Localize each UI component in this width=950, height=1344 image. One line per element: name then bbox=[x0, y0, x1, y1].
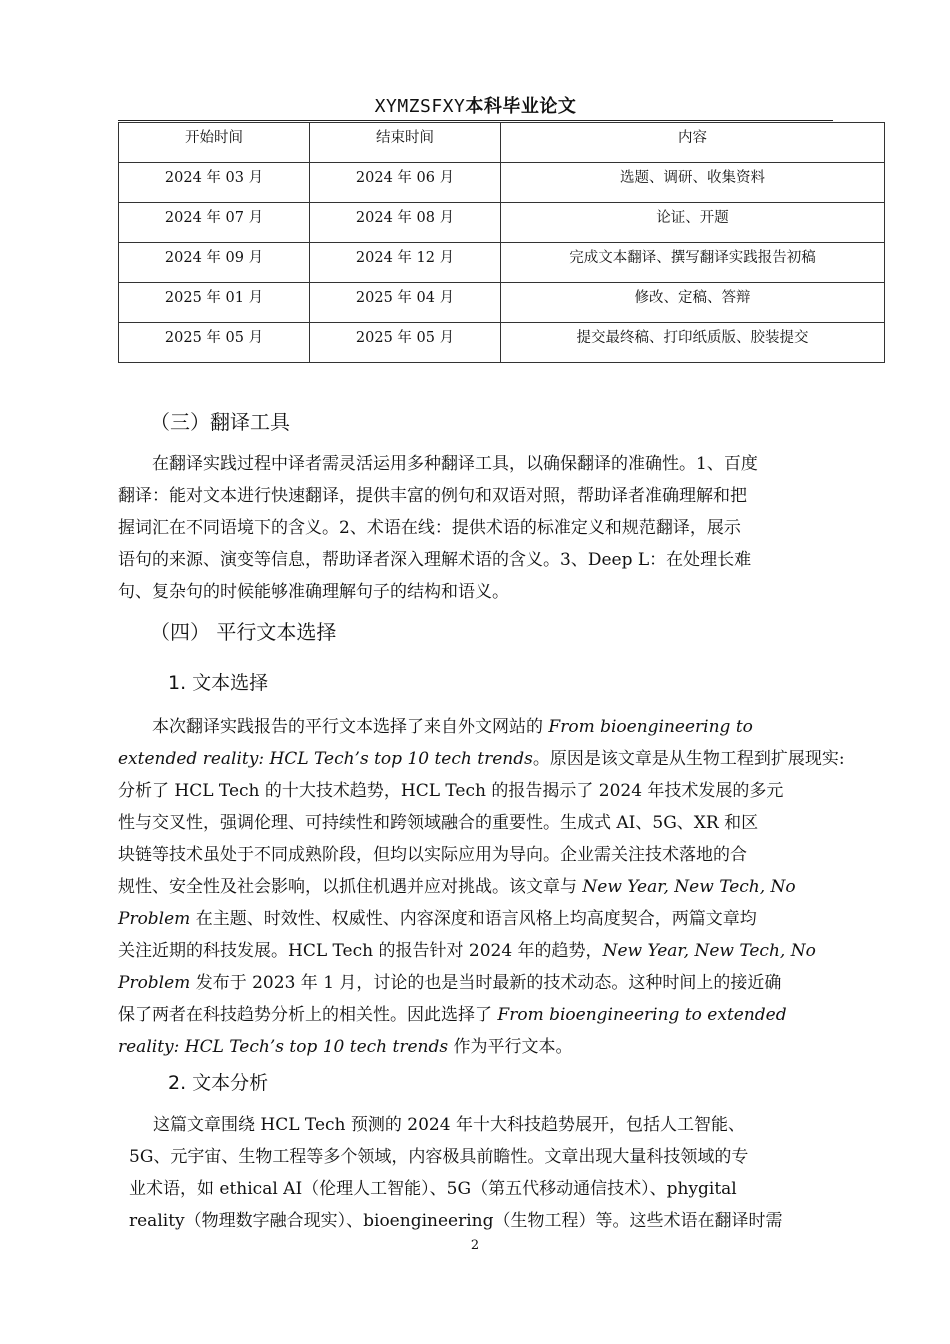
text-run: 发布于 2023 年 1 月，讨论的也是当时最新的技术动态。这种时间上的接近确 bbox=[190, 973, 782, 993]
article-title-italic: Problem bbox=[118, 909, 191, 929]
cell-start: 2025 年 01 月 bbox=[119, 283, 310, 323]
paragraph-line bbox=[118, 743, 845, 775]
cell-start: 2024 年 09 月 bbox=[119, 243, 310, 283]
text-run: 在主题、时效性、权威性、内容深度和语言风格上均高度契合，两篇文章均 bbox=[190, 909, 757, 929]
paragraph-line: 握词汇在不同语境下的含义。2、术语在线：提供术语的标准定义和规范翻译，展示 bbox=[118, 518, 741, 538]
cell-end: 2024 年 06 月 bbox=[310, 163, 501, 203]
article-title-italic: New Year, New Tech, No bbox=[602, 941, 816, 961]
subsection-title-text-analysis: 2. 文本分析 bbox=[168, 1072, 269, 1094]
paragraph-text-analysis bbox=[129, 1109, 839, 1237]
paragraph-line bbox=[118, 871, 838, 903]
paragraph-line: 业术语，如 ethical AI（伦理人工智能）、5G（第五代移动通信技术）、phygital bbox=[129, 1179, 737, 1199]
text-run: 保了两者在科技趋势分析上的相关性。因此选择了 bbox=[118, 1005, 498, 1025]
paragraph-line bbox=[118, 935, 838, 967]
section-title-translation-tools: （三）翻译工具 bbox=[150, 410, 290, 434]
column-header-end: 结束时间 bbox=[310, 123, 501, 163]
schedule-table bbox=[118, 122, 885, 363]
cell-end: 2025 年 05 月 bbox=[310, 323, 501, 363]
cell-end: 2024 年 08 月 bbox=[310, 203, 501, 243]
text-run: 关注近期的科技发展。HCL Tech 的报告针对 2024 年的趋势， bbox=[118, 941, 603, 961]
article-title-italic: Problem bbox=[118, 973, 191, 993]
paragraph-line: 翻译：能对文本进行快速翻译，提供丰富的例句和双语对照，帮助译者准确理解和把 bbox=[118, 486, 747, 506]
paragraph-line bbox=[118, 711, 838, 743]
section-title-parallel-text: （四） 平行文本选择 bbox=[150, 620, 337, 644]
article-title-italic: reality: HCL Tech’s top 10 tech trends bbox=[118, 1037, 449, 1057]
text-run: 。原因是该文章是从生物工程到扩展现实: bbox=[532, 749, 845, 769]
paragraph-text-selection bbox=[118, 711, 845, 1063]
table-row bbox=[119, 283, 885, 323]
text-run: 规性、安全性及社会影响，以抓住机遇并应对挑战。该文章与 bbox=[118, 877, 583, 897]
paragraph-line: 块链等技术虽处于不同成熟阶段，但均以实际应用为导向。企业需关注技术落地的合 bbox=[118, 845, 747, 865]
table-row bbox=[119, 163, 885, 203]
paragraph-line bbox=[118, 999, 838, 1031]
header-rule bbox=[118, 120, 833, 121]
article-title-italic: From bioengineering to extended bbox=[497, 1005, 787, 1025]
cell-start: 2024 年 07 月 bbox=[119, 203, 310, 243]
article-title-italic: From bioengineering to bbox=[548, 717, 753, 737]
text-run: 本次翻译实践报告的平行文本选择了来自外文网站的 bbox=[152, 717, 549, 737]
header-doc-type: 本科毕业论文 bbox=[465, 96, 577, 117]
page-number: 2 bbox=[470, 1238, 480, 1253]
paragraph-line bbox=[118, 903, 838, 935]
column-header-start: 开始时间 bbox=[119, 123, 310, 163]
paragraph-line: 语句的来源、演变等信息，帮助译者深入理解术语的含义。3、Deep L：在处理长难 bbox=[118, 550, 752, 570]
paragraph-line bbox=[118, 1031, 838, 1063]
table-row bbox=[119, 243, 885, 283]
text-run: 作为平行文本。 bbox=[448, 1037, 573, 1057]
table-row bbox=[119, 203, 885, 243]
cell-end: 2025 年 04 月 bbox=[310, 283, 501, 323]
paragraph-line: 句、复杂句的时候能够准确理解句子的结构和语义。 bbox=[118, 582, 509, 602]
table-row bbox=[119, 323, 885, 363]
cell-content: 论证、开题 bbox=[501, 203, 885, 243]
article-title-italic: extended reality: HCL Tech’s top 10 tech trends bbox=[118, 749, 533, 769]
cell-end: 2024 年 12 月 bbox=[310, 243, 501, 283]
paragraph-line: 5G、元宇宙、生物工程等多个领域，内容极具前瞻性。文章出现大量科技领域的专 bbox=[129, 1147, 749, 1167]
paragraph-translation-tools bbox=[118, 448, 838, 608]
running-header bbox=[118, 94, 833, 119]
column-header-content: 内容 bbox=[501, 123, 885, 163]
paragraph-line: reality（物理数字融合现实）、bioengineering（生物工程）等。这些术语在翻译时需 bbox=[129, 1211, 783, 1231]
paragraph-line: 性与交叉性，强调伦理、可持续性和跨领域融合的重要性。生成式 AI、5G、XR 和区 bbox=[118, 813, 759, 833]
header-school: XYMZSFXY bbox=[374, 96, 466, 117]
cell-content: 选题、调研、收集资料 bbox=[501, 163, 885, 203]
cell-content: 提交最终稿、打印纸质版、胶装提交 bbox=[501, 323, 885, 363]
paragraph-line: 分析了 HCL Tech 的十大技术趋势，HCL Tech 的报告揭示了 2024 年技术发展的多元 bbox=[118, 781, 784, 801]
table-header-row bbox=[119, 123, 885, 163]
subsection-title-text-selection: 1. 文本选择 bbox=[168, 672, 269, 694]
article-title-italic: New Year, New Tech, No bbox=[582, 877, 796, 897]
cell-content: 修改、定稿、答辩 bbox=[501, 283, 885, 323]
cell-start: 2025 年 05 月 bbox=[119, 323, 310, 363]
paragraph-line: 在翻译实践过程中译者需灵活运用多种翻译工具，以确保翻译的准确性。1、百度 bbox=[152, 454, 758, 474]
cell-content: 完成文本翻译、撰写翻译实践报告初稿 bbox=[501, 243, 885, 283]
paragraph-line bbox=[118, 967, 838, 999]
paragraph-line: 这篇文章围绕 HCL Tech 预测的 2024 年十大科技趋势展开，包括人工智能、 bbox=[153, 1115, 745, 1135]
cell-start: 2024 年 03 月 bbox=[119, 163, 310, 203]
